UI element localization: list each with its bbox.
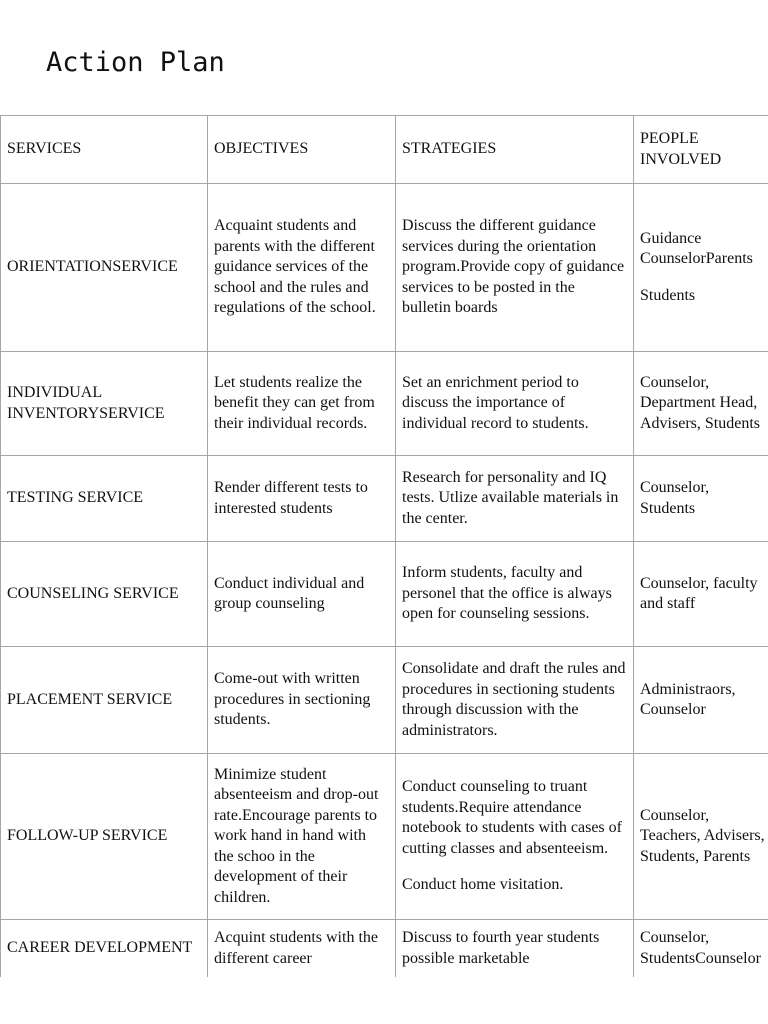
objectives-cell: Acquaint students and parents with the different guidance services of the school and the rules and regulations of the school. bbox=[208, 184, 396, 352]
table-row bbox=[1, 754, 768, 920]
objectives-cell: Come-out with written procedures in sectioning students. bbox=[208, 647, 396, 754]
people-cell: Counselor, StudentsCounselor bbox=[634, 920, 768, 978]
service-cell: ORIENTATIONSERVICE bbox=[1, 184, 208, 352]
header-services: SERVICES bbox=[1, 116, 208, 184]
strategies-cell: Conduct counseling to truant students.Require attendance notebook to students with cases of cutting classes and absenteeism. Conduct home visitation. bbox=[396, 754, 634, 920]
action-plan-table bbox=[0, 115, 768, 977]
table-row bbox=[1, 542, 768, 647]
people-cell: Counselor, faculty and staff bbox=[634, 542, 768, 647]
strategies-cell: Research for personality and IQ tests. Utlize available materials in the center. bbox=[396, 456, 634, 542]
people-cell: Administraors, Counselor bbox=[634, 647, 768, 754]
strategies-cell: Consolidate and draft the rules and procedures in sectioning students through discussion with the administrators. bbox=[396, 647, 634, 754]
action-plan-table-container bbox=[0, 115, 768, 977]
objectives-cell: Conduct individual and group counseling bbox=[208, 542, 396, 647]
service-cell: TESTING SERVICE bbox=[1, 456, 208, 542]
table-row bbox=[1, 352, 768, 456]
service-cell: CAREER DEVELOPMENT bbox=[1, 920, 208, 978]
header-strategies: STRATEGIES bbox=[396, 116, 634, 184]
strategies-cell: Discuss to fourth year students possible marketable bbox=[396, 920, 634, 978]
strategies-cell: Inform students, faculty and personel that the office is always open for counseling sessions. bbox=[396, 542, 634, 647]
objectives-cell: Render different tests to interested students bbox=[208, 456, 396, 542]
service-cell: INDIVIDUAL INVENTORYSERVICE bbox=[1, 352, 208, 456]
service-cell: PLACEMENT SERVICE bbox=[1, 647, 208, 754]
header-objectives: OBJECTIVES bbox=[208, 116, 396, 184]
people-cell: Guidance CounselorParents Students bbox=[634, 184, 768, 352]
strategies-cell: Discuss the different guidance services during the orientation program.Provide copy of guidance services to be posted in the bulletin boards bbox=[396, 184, 634, 352]
people-cell: Counselor, Students bbox=[634, 456, 768, 542]
header-people-involved bbox=[634, 116, 768, 184]
table-header-row bbox=[1, 116, 768, 184]
objectives-cell: Let students realize the benefit they can get from their individual records. bbox=[208, 352, 396, 456]
service-cell: COUNSELING SERVICE bbox=[1, 542, 208, 647]
people-cell: Counselor, Department Head, Advisers, Students bbox=[634, 352, 768, 456]
header-people-line2: INVOLVED bbox=[640, 150, 722, 168]
table-row bbox=[1, 184, 768, 352]
table-row bbox=[1, 647, 768, 754]
header-people-line1: PEOPLE bbox=[640, 130, 699, 147]
table-row bbox=[1, 456, 768, 542]
table-row bbox=[1, 920, 768, 978]
service-cell: FOLLOW-UP SERVICE bbox=[1, 754, 208, 920]
page-title: Action Plan bbox=[46, 47, 225, 78]
objectives-cell: Minimize student absenteeism and drop-out rate.Encourage parents to work hand in hand with the schoo in the development of their children. bbox=[208, 754, 396, 920]
objectives-cell: Acquint students with the different career bbox=[208, 920, 396, 978]
strategies-cell: Set an enrichment period to discuss the importance of individual record to students. bbox=[396, 352, 634, 456]
people-cell: Counselor, Teachers, Advisers, Students, Parents bbox=[634, 754, 768, 920]
